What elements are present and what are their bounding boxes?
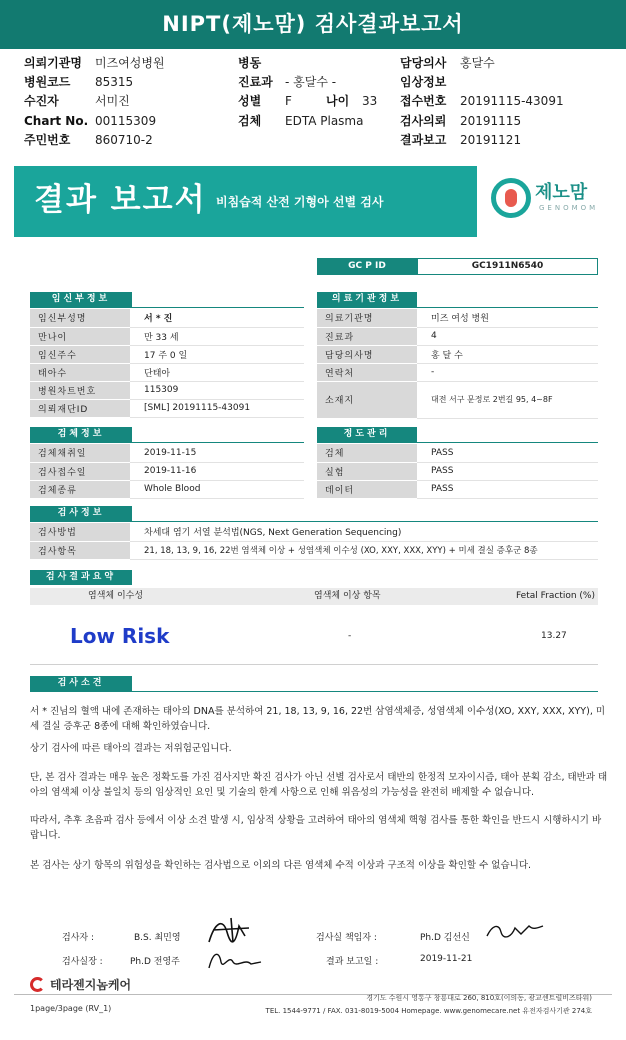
row-key: 의료기관명 (317, 309, 417, 327)
genomom-logo (477, 166, 612, 237)
meta-value: F (285, 94, 292, 108)
row-key: 임신부성명 (30, 309, 130, 327)
section-pregnant-header: 임신부정보 (30, 292, 132, 307)
summary-header-row (30, 588, 598, 605)
section-divider (317, 307, 598, 308)
finding-paragraph: 본 검사는 상기 항목의 위험성을 확인하는 검사법으로 이외의 다른 염색체 수적 이상과 구조적 이상을 확인할 수 없습니다. (30, 860, 532, 871)
section-divider (30, 442, 304, 443)
section-findings-header: 검사소견 (30, 676, 132, 691)
row-value: [SML] 20191115-43091 (130, 399, 304, 417)
report-date-label: 결과 보고일 : (326, 957, 379, 967)
section-divider (30, 664, 598, 665)
banner-subtitle: 비침습적 산전 기형아 선별 검사 (216, 195, 384, 209)
row-key: 임신주수 (30, 345, 130, 363)
row-value: 차세대 염기 서열 분석법(NGS, Next Generation Sequencing) (130, 523, 598, 541)
row-value: 대전 서구 문정로 2번길 95, 4~8F (417, 381, 598, 418)
table-row (317, 327, 598, 345)
meta-value: - 홍달수 - (285, 75, 337, 89)
section-summary-header: 검사결과요약 (30, 570, 132, 585)
head-name: Ph.D 김선신 (420, 933, 470, 943)
meta-label: 병원코드 (24, 75, 71, 89)
tester-name: B.S. 최민영 (134, 933, 181, 943)
fetal-fraction-value: 13.27 (541, 631, 567, 641)
head-signature (485, 920, 545, 942)
row-key: 검체종류 (30, 480, 130, 498)
row-value: 2019-11-15 (130, 444, 304, 462)
genomom-logo-icon (491, 178, 531, 218)
pregnant-info-table (30, 309, 304, 418)
meta-value: 서미진 (95, 94, 130, 108)
table-row (30, 462, 304, 480)
banner-title: 결과 보고서 (34, 182, 207, 218)
section-divider (317, 442, 598, 443)
footer-contact: TEL. 1544-9771 / FAX. 031-8019-5004 Homepage. www.genomecare.net 유전자검사기관 274호 (265, 1007, 592, 1015)
table-row (317, 480, 598, 498)
meta-label: 병동 (238, 56, 262, 70)
finding-paragraph: 따라서, 추후 초음파 검사 등에서 이상 소견 발생 시, 임상적 상황을 고려하여 태아의 염색체 핵형 검사를 통한 확인을 반드시 시행하시기 바랍니다. (30, 815, 602, 841)
row-value: 미즈 여성 병원 (417, 309, 598, 327)
section-qc-header: 정도관리 (317, 427, 417, 442)
tester-signature (205, 912, 255, 948)
row-key: 병원차트번호 (30, 381, 130, 399)
row-value: 2019-11-16 (130, 462, 304, 480)
meta-value: 20191115 (460, 114, 522, 128)
summary-col-items: 염색체 이상 항목 (314, 591, 381, 601)
meta-value: 미즈여성병원 (95, 56, 165, 70)
report-title: NIPT(제노맘) 검사결과보고서 (0, 0, 626, 49)
table-row (30, 399, 304, 417)
table-row (317, 462, 598, 480)
logo-korean: 제노맘 (535, 182, 588, 203)
meta-label: 접수번호 (400, 94, 447, 108)
section-divider (30, 521, 598, 522)
meta-label: 수진자 (24, 94, 59, 108)
meta-label: 의뢰기관명 (24, 56, 82, 70)
meta-label: 검체 (238, 114, 262, 128)
row-key: 의뢰재단ID (30, 399, 130, 417)
row-key: 만나이 (30, 327, 130, 345)
row-key: 담당의사명 (317, 345, 417, 363)
meta-value: 홍달수 (460, 56, 495, 70)
theragen-logo-icon (30, 977, 45, 992)
table-row (317, 345, 598, 363)
meta-value: 85315 (95, 75, 134, 89)
table-row (30, 345, 304, 363)
abnormal-item-value: - (348, 631, 352, 641)
row-key: 데이터 (317, 480, 417, 498)
gcp-id-label: GC P ID (317, 258, 417, 275)
footer-address: 경기도 수원시 영통구 창룡대로 260, 810호(이의동, 광교센트럴비즈타워) (366, 994, 592, 1002)
row-key: 검사접수일 (30, 462, 130, 480)
section-institution-header: 의료기관정보 (317, 292, 417, 307)
qc-table (317, 444, 598, 499)
meta-label: Chart No. (24, 114, 89, 128)
meta-value: EDTA Plasma (285, 114, 364, 128)
page-number: 1page/3page (RV_1) (30, 1004, 112, 1013)
section-specimen-header: 검체정보 (30, 427, 132, 442)
row-value: 17 주 0 일 (130, 345, 304, 363)
row-key: 태아수 (30, 363, 130, 381)
chief-name: Ph.D 전영주 (130, 957, 180, 967)
specimen-info-table (30, 444, 304, 499)
institution-info-table (317, 309, 598, 419)
chief-signature (205, 944, 265, 974)
section-test-header: 검사정보 (30, 506, 132, 521)
meta-value: 33 (362, 94, 378, 108)
row-key: 검사항목 (30, 541, 130, 559)
row-value: 115309 (130, 381, 304, 399)
meta-label: 진료과 (238, 75, 273, 89)
row-key: 검사방법 (30, 523, 130, 541)
finding-paragraph: 상기 검사에 따른 태아의 결과는 저위험군입니다. (30, 743, 232, 754)
finding-paragraph: 단, 본 검사 결과는 매우 높은 정확도를 가진 검사지만 확진 검사가 아닌 선별 검사로서 태반의 한정적 모자이시즘, 태아 분획 감소, 태반과 태아의 염색체 이상 불일치 등의 임상적인 요인 및 기술의 한계 사항으로 인해 위음성의 가능성을 완전히 배제할 수 없습니다. (30, 772, 608, 798)
meta-label: 나이 (326, 94, 350, 108)
test-info-table (30, 523, 598, 560)
risk-result: Low Risk (70, 624, 170, 648)
chief-label: 검사실장 : (62, 957, 103, 967)
meta-value: 00115309 (95, 114, 157, 128)
meta-value: 860710-2 (95, 133, 153, 147)
row-key: 검체채취일 (30, 444, 130, 462)
table-row (30, 480, 304, 498)
company-logo-text: 테라젠지놈케어 (50, 978, 132, 992)
finding-paragraph: 서 * 진님의 혈액 내에 존재하는 태아의 DNA를 분석하여 21, 18, 13, 9, 16, 22번 삼염색체증, 성염색체 이수성(XO, XXY, XXX, XYY), 미세 결실 증후군 8종에 대해 확인하였습니다. (30, 706, 606, 732)
meta-label: 검사의뢰 (400, 114, 447, 128)
row-value: 21, 18, 13, 9, 16, 22번 염색체 이상 + 성염색체 이수성 (XO, XXY, XXX, XYY) + 미세 결실 증후군 8종 (130, 541, 598, 559)
summary-col-ff: Fetal Fraction (%) (516, 591, 595, 601)
row-key: 소재지 (317, 381, 417, 418)
row-value: 서 * 진 (130, 309, 304, 327)
row-key: 검체 (317, 444, 417, 462)
row-value: 홍 달 수 (417, 345, 598, 363)
head-label: 검사실 책임자 : (316, 933, 377, 943)
meta-label: 담당의사 (400, 56, 447, 70)
row-value: 4 (417, 327, 598, 345)
table-row (317, 363, 598, 381)
table-row (30, 444, 304, 462)
row-value: 만 33 세 (130, 327, 304, 345)
table-row (30, 541, 598, 559)
row-value: PASS (417, 444, 598, 462)
section-divider (30, 691, 598, 692)
report-banner (14, 166, 612, 237)
row-key: 진료과 (317, 327, 417, 345)
section-divider (30, 307, 304, 308)
table-row (317, 309, 598, 327)
order-meta (0, 54, 626, 150)
row-value: - (417, 363, 598, 381)
gcp-id-value: GC1911N6540 (417, 258, 598, 275)
meta-label: 성별 (238, 94, 262, 108)
row-key: 실험 (317, 462, 417, 480)
logo-english: GENOMOM (539, 204, 599, 212)
table-row (317, 381, 598, 418)
report-date-value: 2019-11-21 (420, 954, 473, 964)
table-row (30, 363, 304, 381)
row-value: PASS (417, 462, 598, 480)
table-row (30, 523, 598, 541)
table-row (30, 381, 304, 399)
row-key: 연락처 (317, 363, 417, 381)
meta-label: 결과보고 (400, 133, 447, 147)
meta-label: 임상정보 (400, 75, 447, 89)
meta-value: 20191115-43091 (460, 94, 564, 108)
table-row (317, 444, 598, 462)
row-value: PASS (417, 480, 598, 498)
meta-label: 주민번호 (24, 133, 71, 147)
tester-label: 검사자 : (62, 933, 94, 943)
summary-col-aneuploidy: 염색체 이수성 (88, 591, 144, 601)
table-row (30, 327, 304, 345)
table-row (30, 309, 304, 327)
row-value: 단태아 (130, 363, 304, 381)
meta-value: 20191121 (460, 133, 522, 147)
row-value: Whole Blood (130, 480, 304, 498)
